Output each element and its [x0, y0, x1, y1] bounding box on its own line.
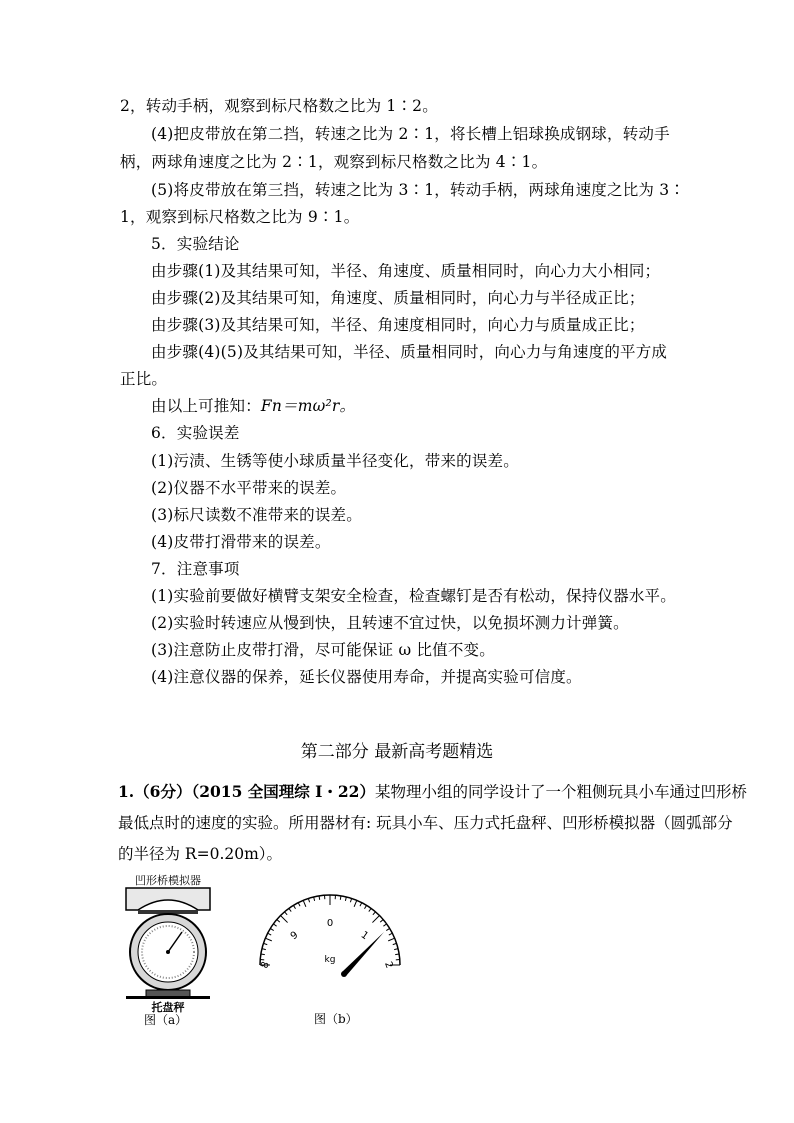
dial-tick: [319, 896, 320, 900]
text-line-7: 由步骤(1)及其结果可知，半径、角速度、质量相同时，向心力大小相同；: [151, 262, 661, 280]
text-line-19: (2)实验时转速应从慢到快，且转速不宜过快，以免损坏测力计弹簧。: [151, 614, 629, 632]
question-line-1: [118, 782, 747, 802]
text-line-14: (2)仪器不水平带来的误差。: [151, 479, 347, 497]
dial-tick: [388, 938, 394, 941]
question-line-3: 的半径为 R=0.20m）。: [118, 845, 283, 863]
dial-tick: [265, 938, 271, 941]
dial-tick: [360, 903, 362, 907]
dial-label-2: 2: [382, 960, 395, 971]
question-number: 1.（6分）（2015 全国理综 I・22）: [118, 782, 375, 801]
dial-tick: [369, 908, 371, 911]
dial-tick: [273, 924, 276, 926]
dial-tick: [386, 928, 389, 930]
formula-line: [151, 396, 355, 416]
dial-tick: [263, 943, 267, 944]
text-line-5: 1，观察到标尺格数之比为 9∶1。: [120, 208, 360, 226]
figure-b-caption: 图（b）: [314, 1012, 358, 1026]
dial-tick: [277, 920, 280, 923]
section-heading-conclusion: 5．实验结论: [151, 235, 240, 253]
dial-tick: [372, 916, 379, 923]
text-line-9: 由步骤(3)及其结果可知，半径、角速度相同时，向心力与质量成正比；: [151, 316, 645, 334]
text-line-15: (3)标尺读数不准带来的误差。: [151, 506, 362, 524]
dial-tick: [340, 896, 341, 900]
dial-tick: [298, 903, 300, 907]
figure-b: [250, 880, 410, 980]
dial-unit: kg: [324, 955, 336, 965]
dial-tick: [268, 933, 272, 935]
section-heading-notes: 7．注意事项: [151, 560, 240, 578]
dial-tick: [262, 949, 266, 950]
dial-label-1: 1: [358, 929, 371, 943]
figure-a-caption: 图（a）: [144, 1013, 188, 1027]
dial-tick: [350, 898, 351, 902]
dial-tick: [345, 897, 346, 901]
dial-tick: [354, 900, 357, 906]
text-line-10: 由步骤(4)(5)及其结果可知，半径、质量相同时，向心力与角速度的平方成: [151, 343, 668, 361]
dial-tick: [314, 897, 315, 901]
figure-a-bottom-label: 托盘秤: [151, 1001, 185, 1014]
dial-tick: [285, 912, 288, 915]
dial-label-0: 0: [326, 918, 334, 929]
dial-tick: [393, 943, 397, 944]
text-line-4: (5)将皮带放在第三挡，转速之比为 3∶1，转动手柄，两球角速度之比为 3∶: [151, 181, 685, 199]
dial-label-8: 8: [259, 960, 272, 971]
dial-tick: [303, 900, 306, 906]
text-line-11: 正比。: [120, 370, 168, 388]
formula-prefix: 由以上可推知：: [151, 397, 261, 415]
section-heading-error: 6．实验误差: [151, 424, 240, 442]
dial-tick: [364, 905, 366, 908]
text-line-13: (1)污渍、生锈等使小球质量半径变化，带来的误差。: [151, 452, 519, 470]
dial-tick: [389, 933, 393, 935]
dial-label-9: 9: [288, 929, 301, 943]
dial-tick: [308, 898, 309, 902]
text-line-8: 由步骤(2)及其结果可知，角速度、质量相同时，向心力与半径成正比；: [151, 289, 645, 307]
section-title: 第二部分 最新高考题精选: [300, 742, 494, 762]
text-line-21: (4)注意仪器的保养，延长仪器使用寿命，并提高实验可信度。: [151, 668, 582, 686]
text-line-16: (4)皮带打滑带来的误差。: [151, 533, 331, 551]
formula: Fn＝mω²r。: [260, 397, 356, 415]
figure-a-top-label: 凹形桥模拟器: [135, 874, 201, 887]
question-text-1: 某物理小组的同学设计了一个粗侧玩具小车通过凹形桥: [374, 783, 747, 801]
dial-tick: [395, 954, 399, 955]
text-line-20: (3)注意防止皮带打滑，尽可能保证 ω 比值不变。: [151, 641, 495, 659]
text-line-2: (4)把皮带放在第二挡，转速之比为 2∶1，将长槽上铝球换成钢球，转动手: [151, 125, 670, 143]
dial-tick: [373, 912, 376, 915]
dial-tick: [281, 916, 288, 923]
question-line-2: 最低点时的速度的实验。所用器材有: 玩具小车、压力式托盘秤、凹形桥模拟器（圆弧部分: [118, 814, 733, 832]
dial-tick: [289, 908, 291, 911]
figure-a: [118, 872, 218, 1022]
dial-tick: [394, 949, 398, 950]
dial-tick: [270, 928, 273, 930]
dial-tick: [293, 905, 295, 908]
dial-tick: [261, 954, 265, 955]
dial-tick: [383, 924, 386, 926]
text-line-3: 柄，两球角速度之比为 2∶1，观察到标尺格数之比为 4∶1。: [120, 153, 548, 171]
dial-tick: [380, 920, 383, 923]
text-line-1: 2，转动手柄，观察到标尺格数之比为 1∶2。: [120, 97, 438, 115]
text-line-18: (1)实验前要做好横臂支架安全检查，检查螺钉是否有松动，保持仪器水平。: [151, 587, 676, 605]
